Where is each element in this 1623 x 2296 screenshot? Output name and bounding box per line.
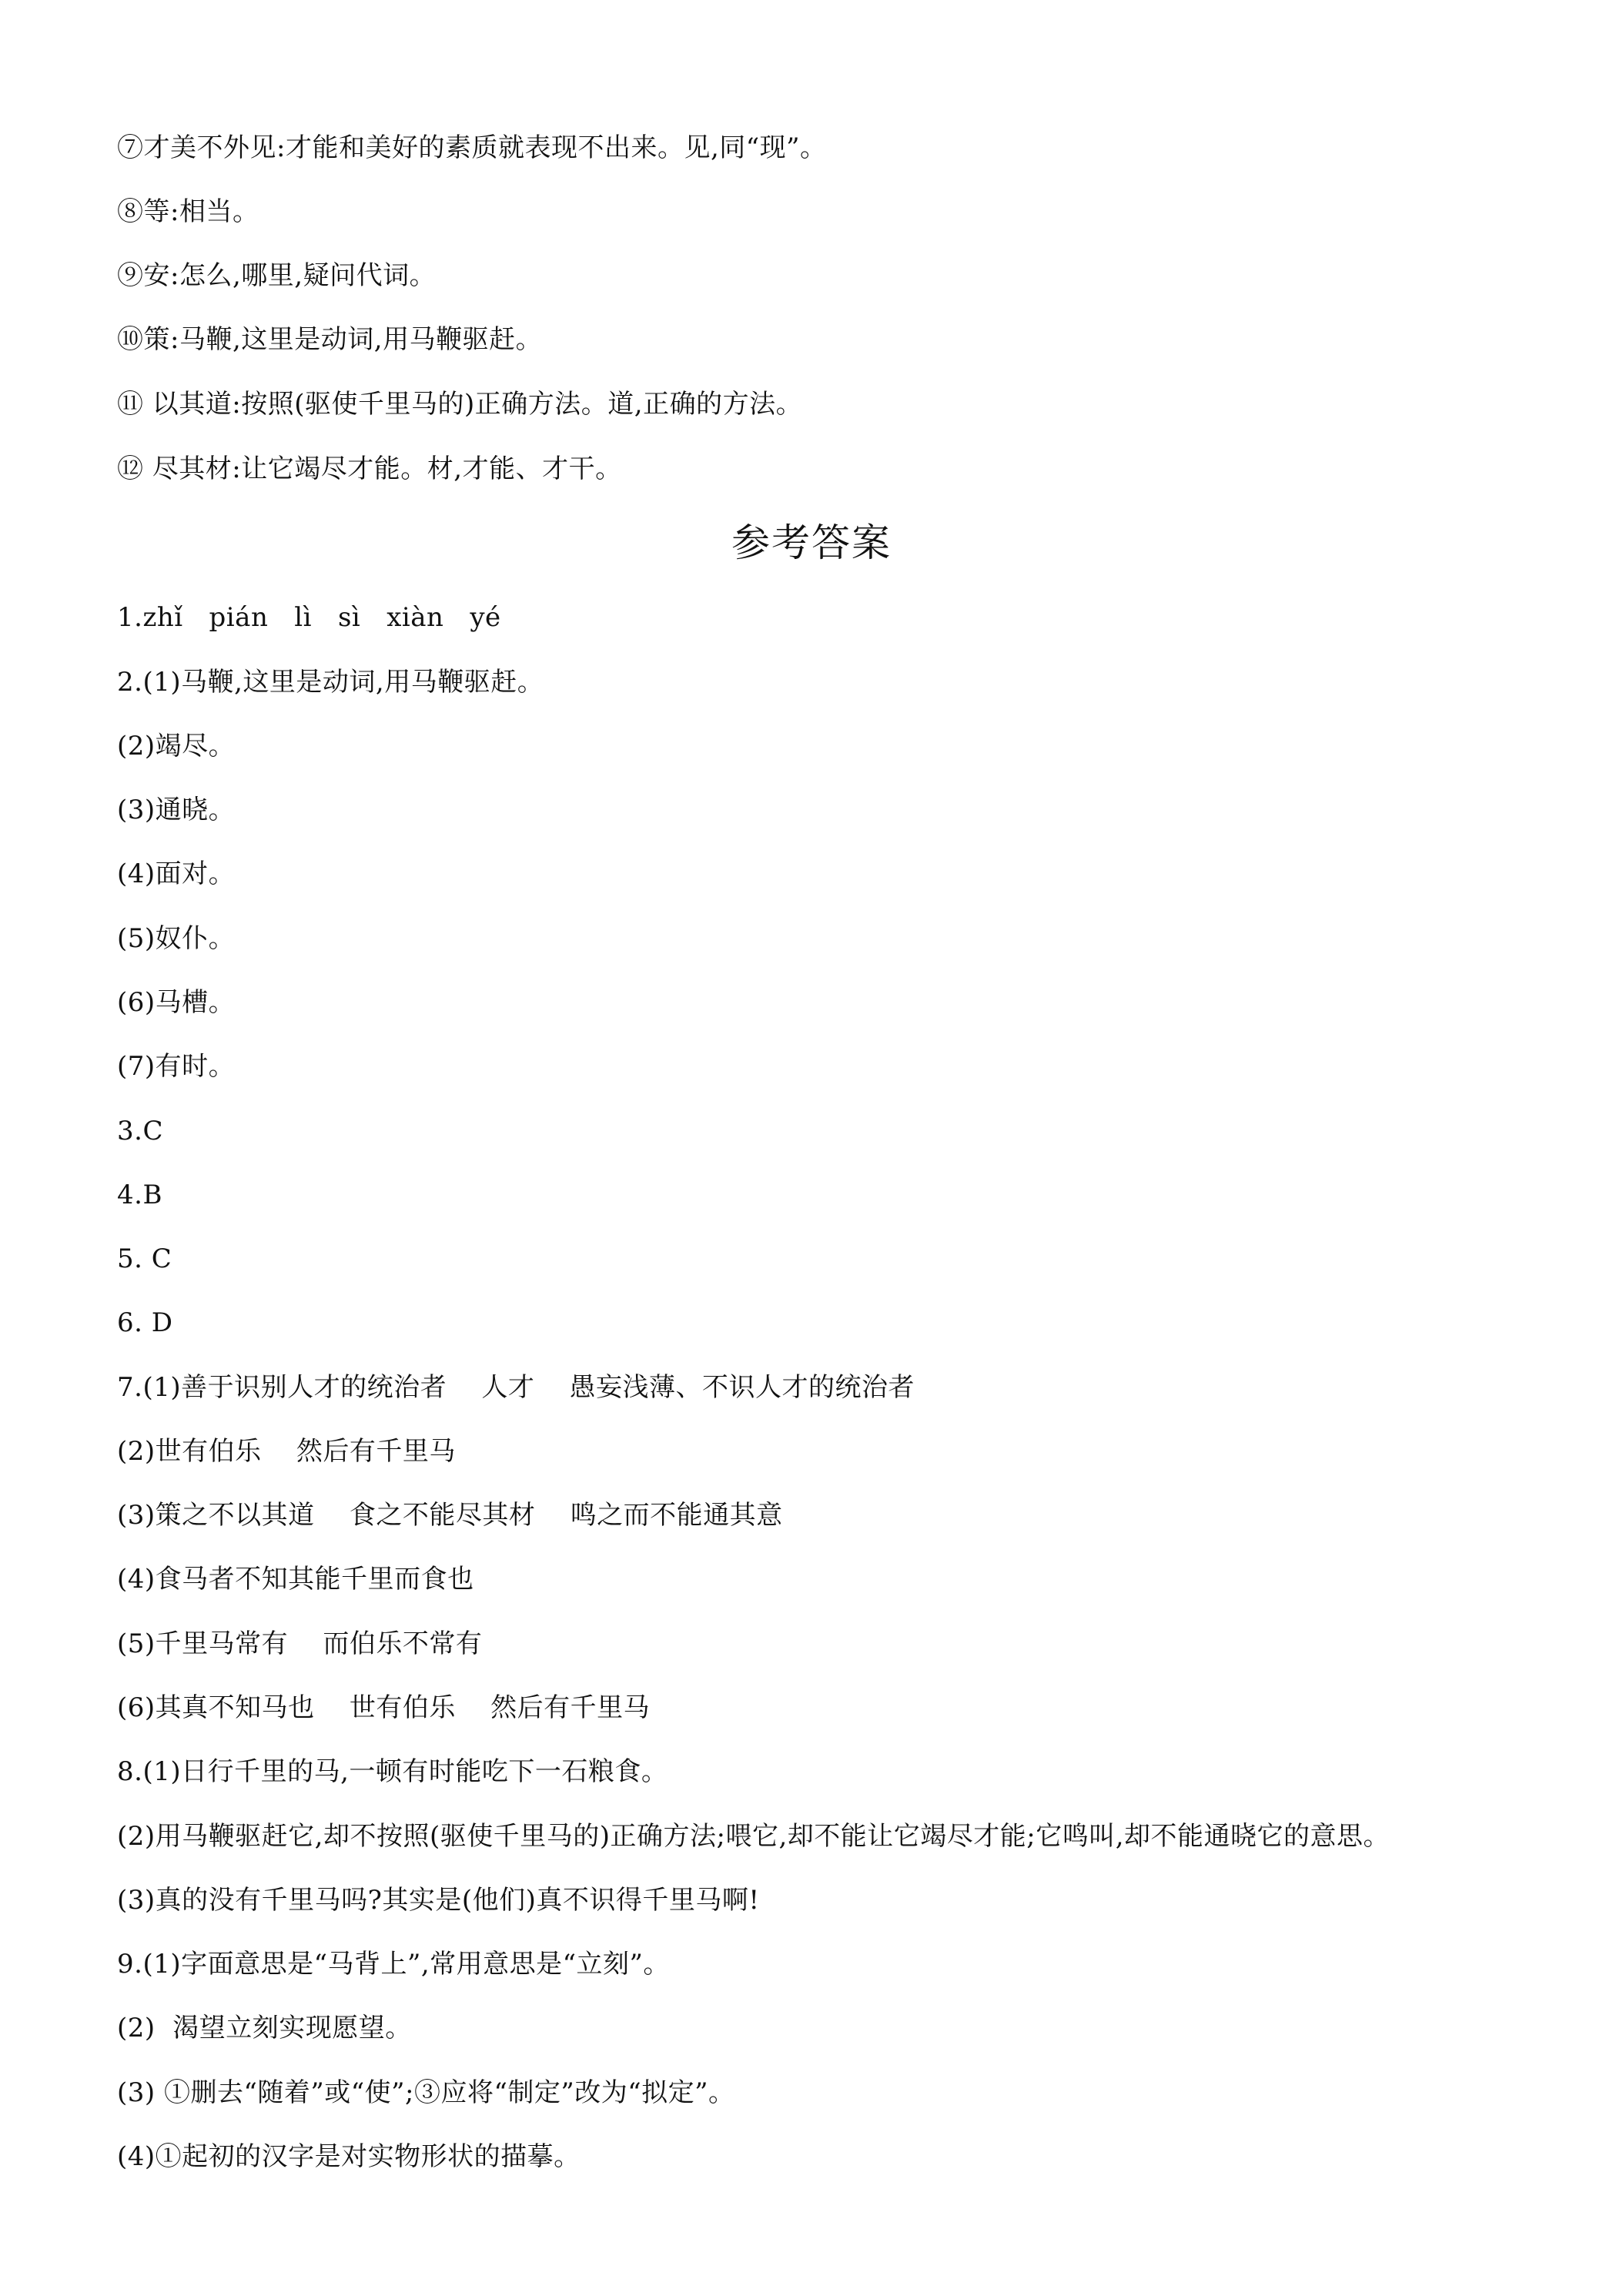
answers-title: 参考答案	[731, 520, 892, 565]
answer-2-2: (2)竭尽。	[117, 731, 236, 761]
answer-6: 6. D	[117, 1307, 173, 1338]
answer-2-1: 2.(1)马鞭,这里是动词,用马鞭驱赶。	[117, 667, 544, 698]
answer-2-5: (5)奴仆。	[117, 923, 236, 954]
answer-2-3: (3)通晓。	[117, 795, 236, 825]
answer-3: 3.C	[117, 1116, 163, 1146]
note-11: ⑪ 以其道:按照(驱使千里马的)正确方法。道,正确的方法。	[117, 389, 803, 420]
answer-4: 4.B	[117, 1180, 162, 1210]
note-7: ⑦才美不外见:才能和美好的素质就表现不出来。见,同“现”。	[117, 132, 827, 163]
answer-1: 1.zhǐ pián lì sì xiàn yé	[117, 602, 501, 633]
answer-9-1: 9.(1)字面意思是“马背上”,常用意思是“立刻”。	[117, 1949, 670, 1980]
answer-8-3: (3)真的没有千里马吗?其实是(他们)真不识得千里马啊!	[117, 1885, 760, 1916]
answer-2-7: (7)有时。	[117, 1051, 236, 1082]
note-12: ⑫ 尽其材:让它竭尽才能。材,才能、才干。	[117, 454, 622, 484]
answer-9-2: (2) 渴望立刻实现愿望。	[117, 2013, 412, 2043]
answer-7-4: (4)食马者不知其能千里而食也	[117, 1564, 474, 1595]
answer-7-3: (3)策之不以其道 食之不能尽其材 鸣之而不能通其意	[117, 1500, 783, 1531]
answer-2-4: (4)面对。	[117, 858, 236, 889]
answer-8-1: 8.(1)日行千里的马,一顿有时能吃下一石粮食。	[117, 1756, 668, 1787]
answer-2-6: (6)马槽。	[117, 987, 236, 1018]
answer-8-2: (2)用马鞭驱赶它,却不按照(驱使千里马的)正确方法;喂它,却不能让它竭尽才能;它鸣叫,却不能通晓它的意思。	[117, 1821, 1390, 1852]
answer-9-3: (3) ①删去“随着”或“使”;③应将“制定”改为“拟定”。	[117, 2077, 735, 2108]
answer-9-4: (4)①起初的汉字是对实物形状的描摹。	[117, 2141, 581, 2172]
answer-7-6: (6)其真不知马也 世有伯乐 然后有千里马	[117, 1692, 651, 1723]
answer-7-2: (2)世有伯乐 然后有千里马	[117, 1436, 456, 1467]
answer-7-5: (5)千里马常有 而伯乐不常有	[117, 1628, 483, 1659]
answer-7-1: 7.(1)善于识别人才的统治者 人才 愚妄浅薄、不识人才的统治者	[117, 1372, 915, 1403]
answer-5: 5. C	[117, 1243, 172, 1274]
note-9: ⑨安:怎么,哪里,疑问代词。	[117, 260, 437, 291]
note-10: ⑩策:马鞭,这里是动词,用马鞭驱赶。	[117, 324, 543, 355]
note-8: ⑧等:相当。	[117, 196, 259, 227]
